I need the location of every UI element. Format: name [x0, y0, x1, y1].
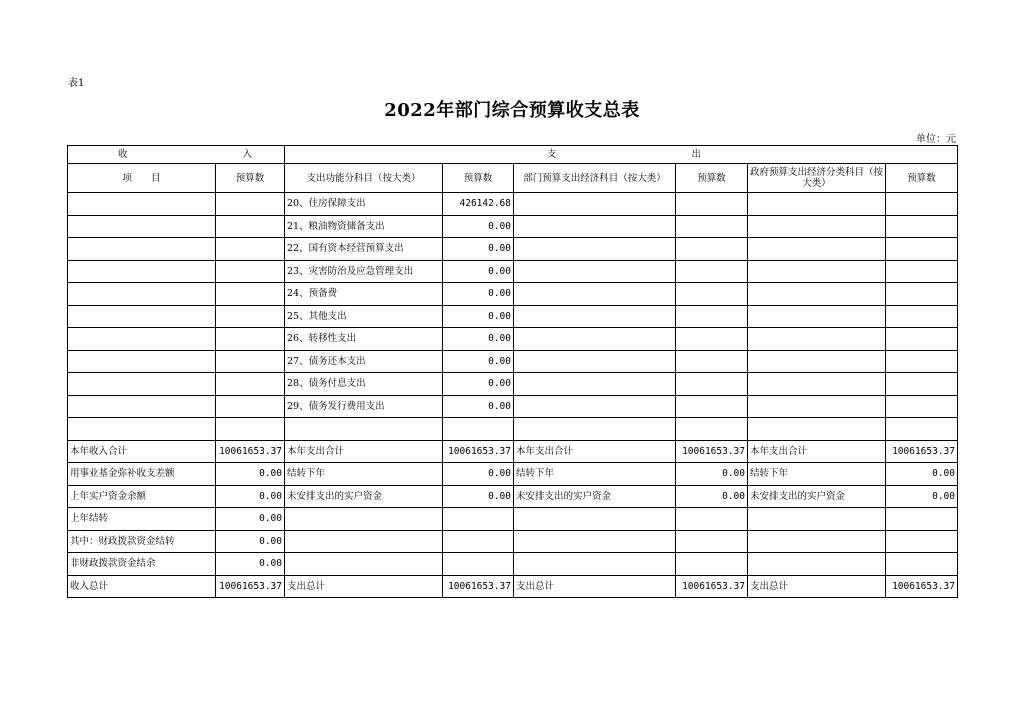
page-title: 2022年部门综合预算收支总表	[384, 100, 640, 121]
table-row: 上年实户资金余额 0.00 未安排支出的实户资金 0.00 未安排支出的实户资金 0.00 未安排支出的实户资金 0.00	[68, 485, 958, 508]
table-row	[68, 193, 958, 216]
function-category-name: 28、债务付息支出	[285, 373, 443, 396]
function-category-name: 29、债务发行费用支出	[285, 395, 443, 418]
function-category-name: 27、债务还本支出	[285, 350, 443, 373]
table-row: 其中：财政拨款资金结转 0.00	[68, 530, 958, 553]
income-section-header: 收 入	[68, 146, 285, 164]
function-category-value: 0.00	[443, 350, 514, 373]
unit-label: 单位：元	[916, 134, 956, 145]
table-row	[68, 215, 958, 238]
function-category-value: 0.00	[443, 215, 514, 238]
function-rows	[68, 193, 958, 418]
header-function-category: 支出功能分科目（按大类）	[285, 164, 443, 193]
column-header-row	[68, 164, 958, 193]
function-category-value: 0.00	[443, 395, 514, 418]
function-category-value: 0.00	[443, 238, 514, 261]
table-row	[68, 373, 958, 396]
header-budget-function: 预算数	[443, 164, 514, 193]
function-category-value: 426142.68	[443, 193, 514, 216]
table-row	[68, 395, 958, 418]
header-economic-category: 部门预算支出经济科目（按大类）	[514, 164, 676, 193]
function-category-name: 20、住房保障支出	[285, 193, 443, 216]
table-row	[68, 283, 958, 306]
header-budget-income: 预算数	[216, 164, 285, 193]
function-category-value: 0.00	[443, 373, 514, 396]
function-category-value: 0.00	[443, 328, 514, 351]
table-row: 收入总计 10061653.37 支出总计 10061653.37 支出总计 10061653.37 支出总计 10061653.37	[68, 575, 958, 598]
table-row: 非财政拨款资金结余 0.00	[68, 553, 958, 576]
table-row	[68, 238, 958, 261]
table-row	[68, 418, 958, 441]
table-row: 用事业基金弥补收支差额 0.00 结转下年 0.00 结转下年 0.00 结转下年 0.00	[68, 463, 958, 486]
function-category-name: 21、粮油物资储备支出	[285, 215, 443, 238]
function-category-name: 23、灾害防治及应急管理支出	[285, 260, 443, 283]
header-item: 项 目	[68, 164, 216, 193]
function-category-name: 24、预备费	[285, 283, 443, 306]
table-row: 上年结转 0.00	[68, 508, 958, 531]
section-header-row	[68, 146, 958, 164]
expense-section-header: 支 出	[285, 146, 958, 164]
table-row	[68, 305, 958, 328]
function-category-value: 0.00	[443, 305, 514, 328]
table-row	[68, 350, 958, 373]
function-category-value: 0.00	[443, 260, 514, 283]
table-row	[68, 328, 958, 351]
header-budget-economic: 预算数	[676, 164, 748, 193]
function-category-name: 22、国有资本经营预算支出	[285, 238, 443, 261]
header-government-category: 政府预算支出经济分类科目（按大类）	[748, 164, 886, 193]
table-row: 本年收入合计 10061653.37 本年支出合计 10061653.37 本年支出合计 10061653.37 本年支出合计 10061653.37	[68, 440, 958, 463]
function-category-name: 26、转移性支出	[285, 328, 443, 351]
budget-summary-table	[67, 145, 958, 598]
function-category-value: 0.00	[443, 283, 514, 306]
function-category-name: 25、其他支出	[285, 305, 443, 328]
table-row	[68, 260, 958, 283]
header-budget-government: 预算数	[886, 164, 958, 193]
table-number: 表1	[68, 78, 85, 89]
